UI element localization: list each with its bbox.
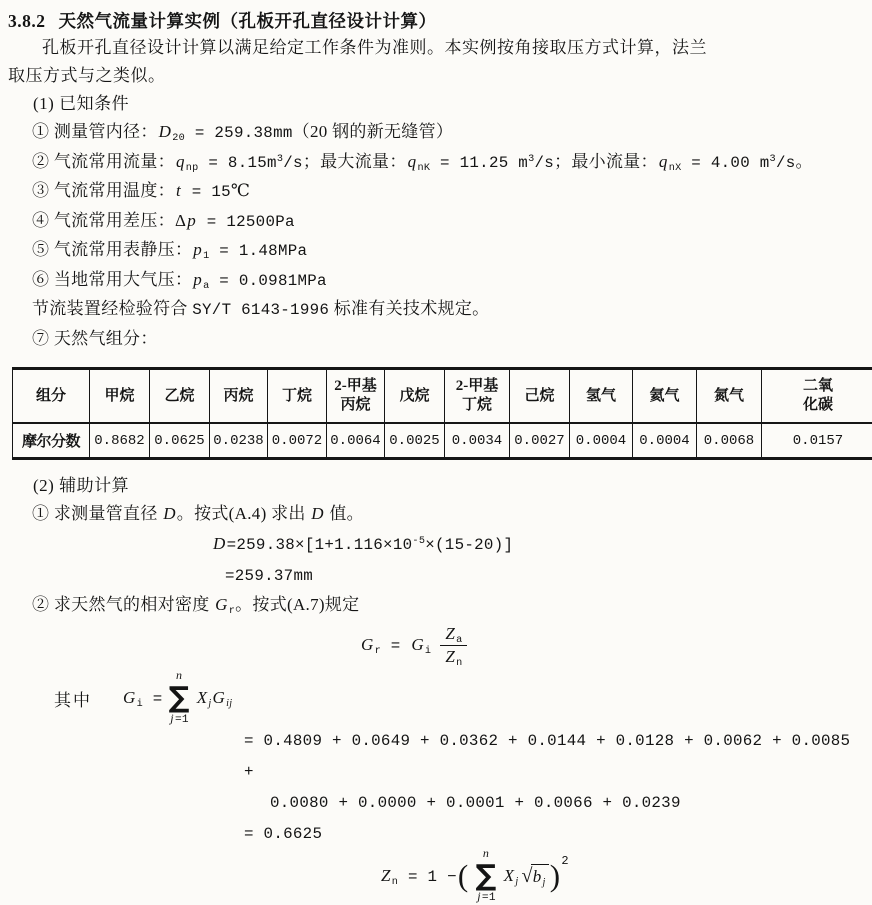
sum-expansion-line2: 0.0080 + 0.0000 + 0.0001 + 0.0066 + 0.0239 (270, 787, 868, 818)
table-header-component: 组分 (13, 369, 90, 424)
formula-gi-sum (54, 671, 868, 725)
formula-zn-lhs: $Z_n = 1$ − (380, 866, 457, 886)
gas-composition-table (12, 367, 872, 460)
summation-symbol (476, 847, 497, 905)
standard-note: 节流装置经检验符合 SY/T 6143-1996 标准有关技术规定。 (32, 295, 868, 325)
fraction-za-zn (440, 624, 466, 667)
formula-relative-density (360, 619, 868, 671)
aux-calculation-heading: (2) 辅助计算 (33, 472, 868, 500)
sum-expansion-line1: = 0.4809 + 0.0649 + 0.0362 + 0.0144 + 0.0128 + 0.0062 + 0.0085 + (244, 725, 868, 787)
sigma-icon: ∑ (169, 682, 190, 712)
table-value-cell: 0.0034 (445, 423, 510, 459)
fraction-numerator: $Z_a$ (440, 624, 466, 646)
sum-result-line: = 0.6625 (244, 818, 868, 849)
square-root (521, 864, 548, 888)
table-value-cell: 0.0068 (697, 423, 762, 459)
table-value-cell: 0.0004 (633, 423, 697, 459)
summation-symbol (169, 669, 190, 727)
table-header-nitrogen: 氮气 (697, 369, 762, 424)
formula-gr-lhs: $G_r = G_i$ (360, 635, 431, 655)
row-label-mole-fraction: 摩尔分数 (13, 423, 90, 459)
table-header-methane: 甲烷 (90, 369, 150, 424)
formula-pipe-diameter-line1: $D=259.38\times[1+1.116\times 10^{-5}\times(15-20)]$ (212, 529, 868, 560)
table-header-pentane: 戊烷 (385, 369, 445, 424)
known-conditions-heading: (1) 已知条件 (33, 90, 868, 118)
table-header-hexane: 己烷 (510, 369, 570, 424)
table-header-helium: 氦气 (633, 369, 697, 424)
sum-lower-limit: j=1 (169, 712, 189, 727)
radicand-bj: $b_j$ (531, 864, 549, 888)
table-value-cell: 0.0027 (510, 423, 570, 459)
table-header-isobutane: 2-甲基 丙烷 (327, 369, 385, 424)
known-item-5: ⑤ 气流常用表静压：$p_1 = 1.48MPa$ (32, 236, 868, 266)
intro-line-2: 取压方式与之类似。 (8, 62, 868, 90)
formula-pipe-diameter-line2: =259.37mm (225, 560, 868, 591)
table-header-row (13, 369, 872, 424)
known-item-2: ② 气流常用流量：$q_{np} = 8.15m^3/s$；最大流量：$q_{nK} = 11.25$ $m^3/s$；最小流量：$q_{nX} = 4.00$ $m^3/s$。 (32, 148, 868, 178)
sum-upper-limit: n (482, 847, 490, 860)
table-value-cell: 0.0004 (570, 423, 633, 459)
known-item-6: ⑥ 当地常用大气压：$p_a = 0.0981MPa$ (32, 266, 868, 296)
formula-zn: $Z_n = 1$ − ( n ∑ j=1 $X_j$ √ $b_j$ ) $^2$ (380, 849, 868, 903)
formula-gi-lhs: $G_i$ = (122, 688, 163, 708)
table-value-cell: 0.0625 (150, 423, 210, 459)
table-row (13, 423, 872, 459)
sum-lower-limit: j=1 (476, 890, 496, 905)
formula-gi-rhs: $X_jG_{ij}$ (196, 688, 233, 708)
table-value-cell: 0.0064 (327, 423, 385, 459)
table-header-ethane: 乙烷 (150, 369, 210, 424)
sum-upper-limit: n (175, 669, 183, 682)
aux-item-1: ① 求测量管直径 D。按式(A.4) 求出 D 值。 (32, 500, 868, 529)
table-header-isopentane: 2-甲基 丁烷 (445, 369, 510, 424)
known-item-1: ① 测量管内径：$D_{20} = 259.38mm(20$ 钢的新无缝管） (32, 118, 868, 148)
radical-icon: √ (521, 864, 532, 888)
open-paren: ( (458, 861, 469, 891)
table-header-co2: 二氧 化碳 (762, 369, 872, 424)
table-value-cell: 0.0157 (762, 423, 872, 459)
where-label: 其中 (54, 686, 92, 711)
fraction-denominator: $Z_n$ (440, 646, 466, 667)
section-heading (8, 8, 868, 34)
table-value-cell: 0.0072 (268, 423, 327, 459)
table-header-propane: 丙烷 (210, 369, 268, 424)
known-item-4: ④ 气流常用差压：Δp = 12500Pa (32, 207, 868, 237)
table-value-cell: 0.8682 (90, 423, 150, 459)
known-item-3: ③ 气流常用温度：t = 15℃ (32, 177, 868, 207)
aux-item-2: ② 求天然气的相对密度 $G_r$。按式(A.7)规定 (32, 591, 868, 620)
table-header-butane: 丁烷 (268, 369, 327, 424)
table-header-hydrogen: 氢气 (570, 369, 633, 424)
close-paren: ) (550, 861, 561, 891)
formula-zn-xj: $X_j$ (503, 866, 519, 886)
section-number: 3.8.2 (8, 11, 46, 31)
table-value-cell: 0.0238 (210, 423, 268, 459)
sigma-icon: ∑ (476, 860, 497, 890)
intro-line-1: 孔板开孔直径设计计算以满足给定工作条件为准则。本实例按角接取压方式计算，法兰 (8, 34, 868, 62)
table-value-cell: 0.0025 (385, 423, 445, 459)
known-item-7: ⑦ 天然气组分： (32, 325, 868, 354)
section-title: 天然气流量计算实例（孔板开孔直径设计计算） (59, 11, 437, 31)
